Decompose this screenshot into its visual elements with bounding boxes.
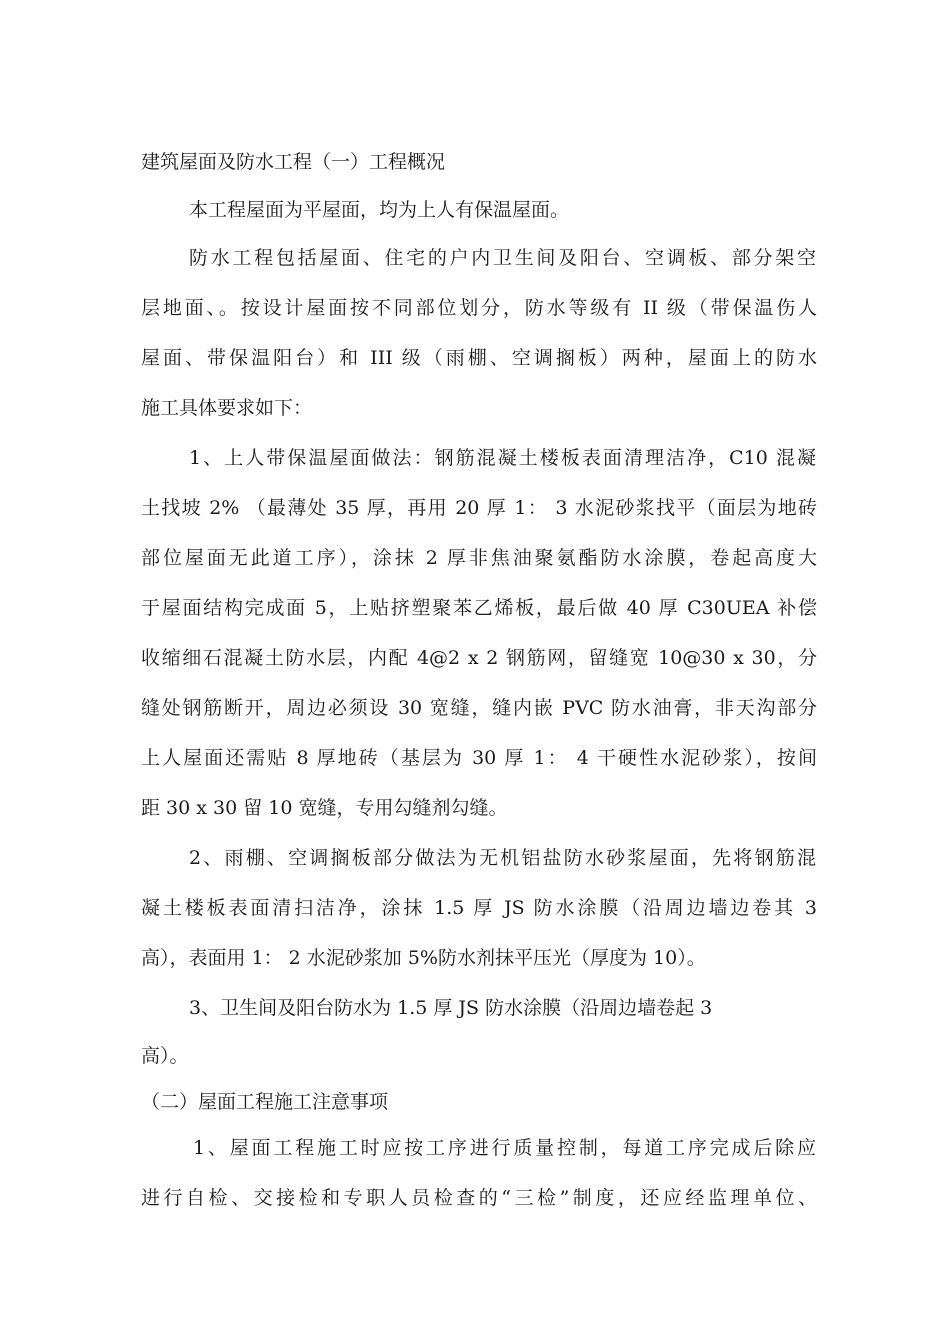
paragraph-line: 收缩细石混凝土防水层，内配 4@2 x 2 钢筋网，留缝宽 10@30 x 30，分 [141,647,817,669]
paragraph-line: 缝处钢筋断开，周边必须设 30 宽缝，缝内嵌 PVC 防水油膏，非天沟部分 [141,697,817,719]
paragraph-line: 于屋面结构完成面 5，上贴挤塑聚苯乙烯板，最后做 40 厚 C30UEA 补偿 [141,597,817,619]
paragraph-line: 高）。 [141,1045,189,1067]
paragraph-line: 部位屋面无此道工序），涂抹 2 厚非焦油聚氨酯防水涂膜，卷起高度大 [141,547,817,569]
paragraph-line: 距 30 x 30 留 10 宽缝，专用勾缝剂勾缝。 [141,797,508,819]
section-heading-2: （二）屋面工程施工注意事项 [141,1091,389,1113]
paragraph-line: 高），表面用 1： 2 水泥砂浆加 5%防水剂抹平压光（厚度为 10）。 [141,947,706,969]
paragraph-line: 层地面、。按设计屋面按不同部位划分，防水等级有 II 级（带保温伤人 [141,297,817,319]
paragraph-line: 3、卫生间及阳台防水为 1.5 厚 JS 防水涂膜（沿周边墙卷起 3 [189,997,713,1019]
paragraph-line: 土找坡 2% （最薄处 35 厚，再用 20 厚 1： 3 水泥砂浆找平（面层为地砖 [141,497,817,519]
paragraph-line: 凝土楼板表面清扫洁净，涂抹 1.5 厚 JS 防水涂膜（沿周边墙边卷其 3 [141,897,817,919]
paragraph-line: 防水工程包括屋面、住宅的户内卫生间及阳台、空调板、部分架空 [189,247,816,269]
paragraph-line: 屋面、带保温阳台）和 III 级（雨棚、空调搁板）两种，屋面上的防水 [141,347,817,369]
paragraph-line: 本工程屋面为平屋面，均为上人有保温屋面。 [189,199,570,221]
section-heading-1: 建筑屋面及防水工程（一）工程概况 [141,151,446,173]
paragraph-line: 上人屋面还需贴 8 厚地砖（基层为 30 厚 1： 4 干硬性水泥砂浆），按间 [141,747,817,769]
paragraph-line: 施工具体要求如下： [141,397,313,419]
paragraph-line: 2、雨棚、空调搁板部分做法为无机铝盐防水砂浆屋面，先将钢筋混 [189,847,816,869]
paragraph-line: 进行自检、交接检和专职人员检查的“三检”制度，还应经监理单位、 [141,1187,817,1209]
paragraph-line: 1、屋面工程施工时应按工序进行质量控制，每道工序完成后除应 [193,1137,816,1159]
paragraph-line: 1、上人带保温屋面做法：钢筋混凝土楼板表面清理洁净，C10 混凝 [189,447,816,469]
